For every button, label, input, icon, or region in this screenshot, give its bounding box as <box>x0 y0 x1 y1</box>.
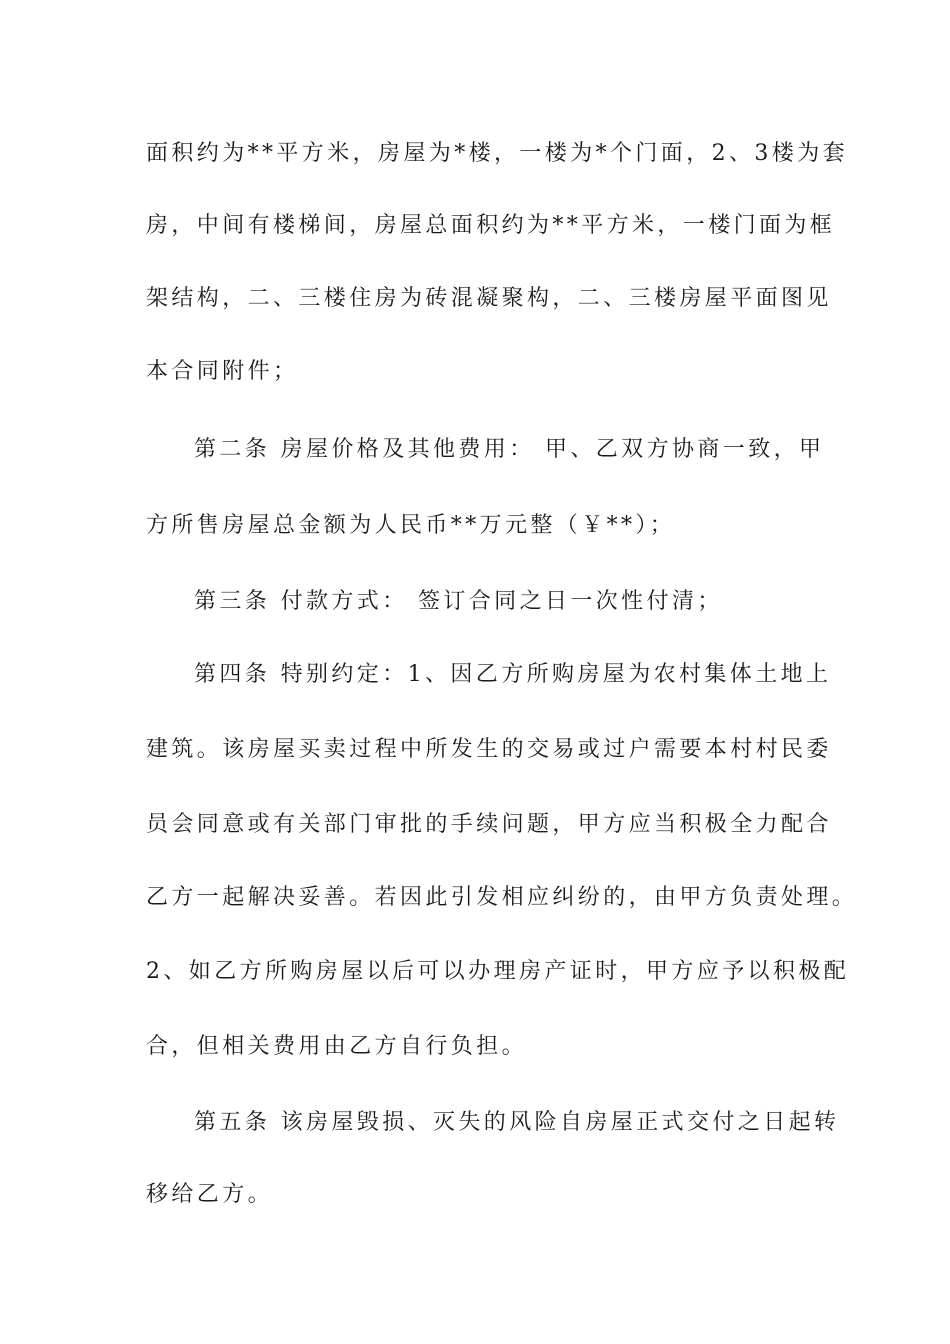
paragraph-line: 合，但相关费用由乙方自行负担。 <box>146 1034 528 1059</box>
paragraph-line: 建筑。该房屋买卖过程中所发生的交易或过户需要本村村民委 <box>146 737 832 762</box>
article-4-heading-line: 第四条 特别约定：1、因乙方所购房屋为农村集体土地上 <box>194 662 832 687</box>
paragraph-line: 乙方一起解决妥善。若因此引发相应纠纷的，由甲方负责处理。 <box>146 885 858 910</box>
paragraph-line: 面积约为**平方米，房屋为*楼，一楼为*个门面，2、3楼为套 <box>146 141 848 166</box>
paragraph-line: 本合同附件； <box>146 359 299 384</box>
paragraph-line: 架结构，二、三楼住房为砖混凝聚构，二、三楼房屋平面图见 <box>146 286 832 311</box>
paragraph-line: 房，中间有楼梯间，房屋总面积约为**平方米，一楼门面为框 <box>146 213 836 238</box>
paragraph-line: 员会同意或有关部门审批的手续问题，甲方应当积极全力配合 <box>146 812 832 837</box>
paragraph-line: 方所售房屋总金额为人民币**万元整（￥**）； <box>146 513 676 538</box>
article-5-heading-line: 第五条 该房屋毁损、灭失的风险自房屋正式交付之日起转 <box>194 1110 840 1135</box>
paragraph-line: 移给乙方。 <box>146 1182 274 1207</box>
paragraph-line: 2、如乙方所购房屋以后可以办理房产证时，甲方应予以积极配 <box>146 959 850 984</box>
article-3-line: 第三条 付款方式： 签订合同之日一次性付清； <box>194 589 723 614</box>
article-2-heading-line: 第二条 房屋价格及其他费用： 甲、乙双方协商一致，甲 <box>194 437 825 462</box>
